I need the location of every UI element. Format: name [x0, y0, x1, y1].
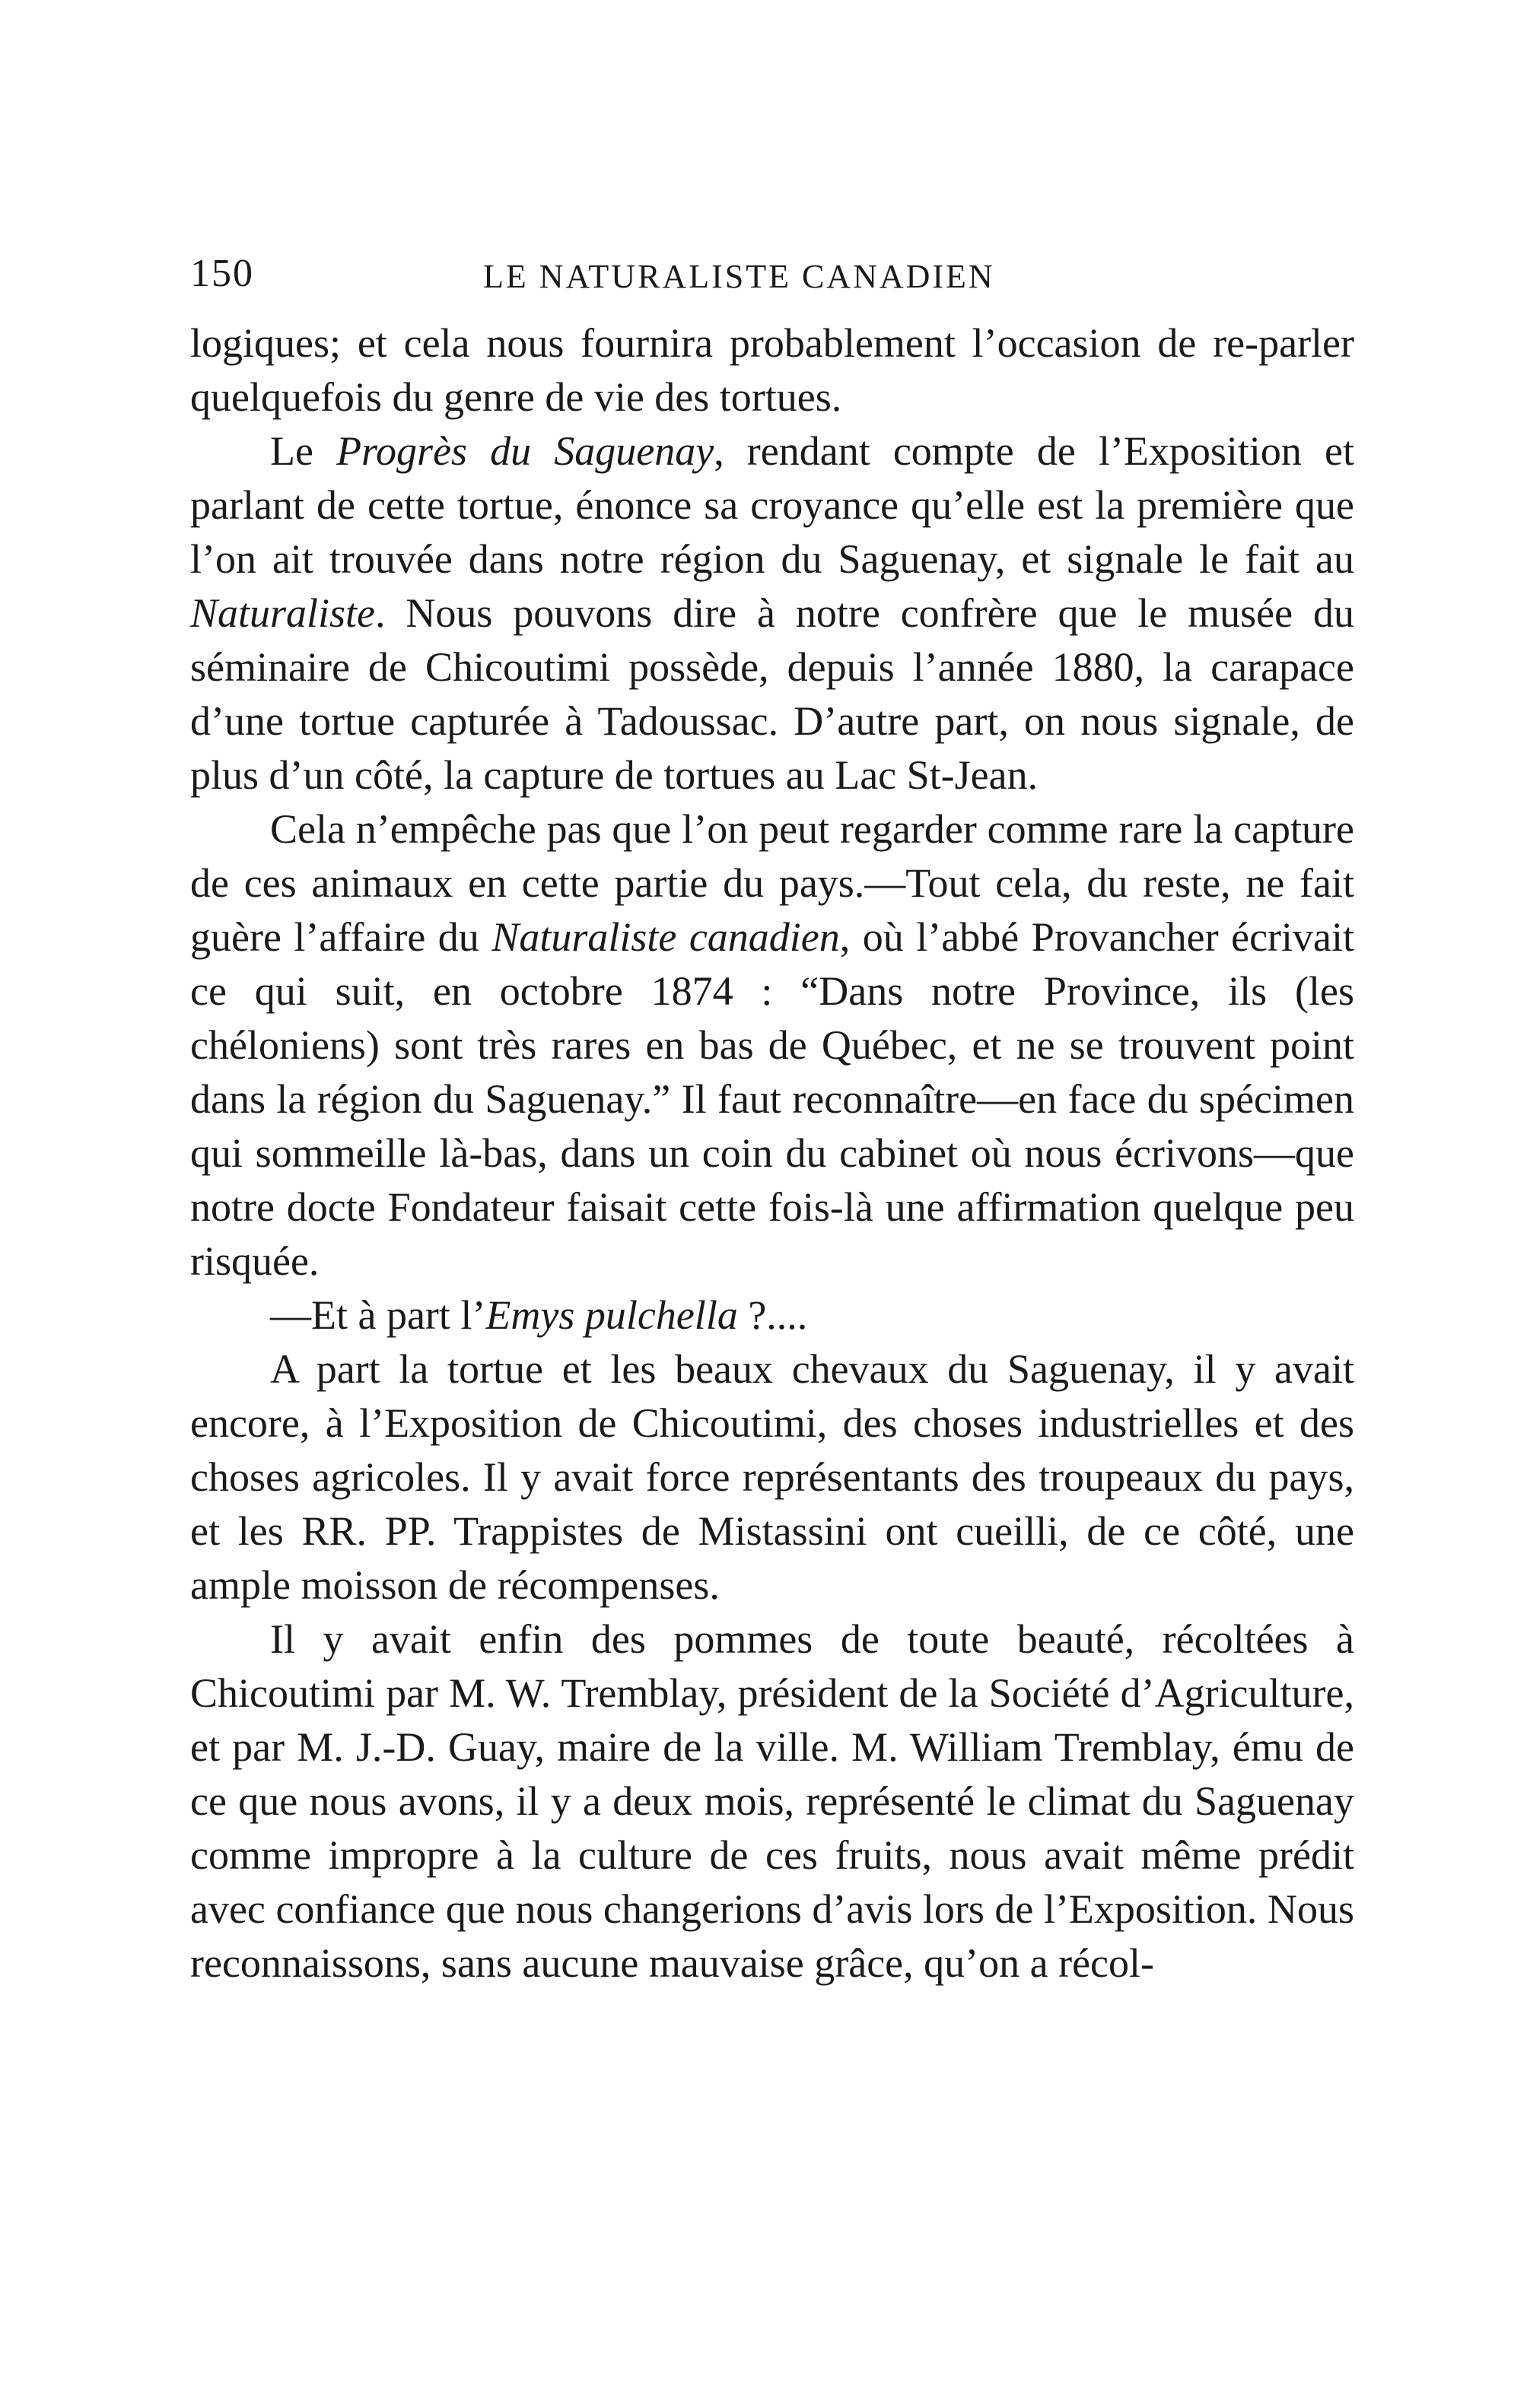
text-run: A part la tortue et les beaux chevaux du Saguenay, il y avait encore, à l’Exposition de Chicoutimi, des choses industrielles et des choses agricoles. Il y avait force représentants des troupeaux du pays, et les RR. PP. Trappistes de Mistassini ont cueilli, de ce côté, une ample moisson de récompenses.	[190, 1346, 1354, 1608]
text-run: Le	[270, 428, 337, 474]
book-page	[190, 251, 1354, 1990]
text-run: , où l’abbé Provancher écrivait ce qui suit, en octobre 1874 : “Dans notre Province, ils (les chéloniens) sont très rares en bas de Québec, et ne se trouvent point dans la région du Saguenay.” Il faut reconnaître—en face du spécimen qui sommeille là-bas, dans un coin du cabinet où nous écrivons—que notre docte Fondateur faisait cette fois-là une affirmation quelque peu risquée.	[190, 914, 1354, 1284]
text-run: —Et à part l’	[270, 1292, 486, 1338]
text-run: Il y avait enfin des pommes de toute beauté, récoltées à Chicoutimi par M. W. Tremblay, président de la Société d’Agriculture, et par M. J.-D. Guay, maire de la ville. M. William Tremblay, ému de ce que nous avons, il y a deux mois, représenté le climat du Saguenay comme impropre à la culture de ces fruits, nous avait même prédit avec confiance que nous changerions d’avis lors de l’Exposition. Nous reconnaissons, sans aucune mauvaise grâce, qu’on a récol-	[190, 1616, 1354, 1986]
page-number: 150	[190, 252, 254, 295]
italic-run: Naturaliste	[190, 590, 376, 636]
text-run: . Nous pouvons dire à notre confrère que le musée du séminaire de Chicoutimi possède, depuis l’année 1880, la carapace d’une tortue capturée à Tadoussac. D’autre part, on nous signale, de plus d’un côté, la capture de tortues au Lac St-Jean.	[190, 590, 1354, 798]
italic-run: Naturaliste canadien	[491, 914, 840, 960]
italic-run: Emys pulchella	[485, 1292, 738, 1338]
paragraph-6	[190, 1612, 1354, 1990]
text-run: ?....	[737, 1292, 808, 1338]
italic-run: Progrès du Saguenay	[336, 428, 714, 474]
running-title: LE NATURALISTE CANADIEN	[483, 258, 995, 295]
text-run: , rendant compte de l’Exposition et parlant de cette tortue, énonce sa croyance qu’elle est la première que l’on ait trouvée dans notre région du Saguenay, et signale le fait au	[190, 428, 1355, 582]
paragraph-5	[190, 1342, 1354, 1612]
paragraph-2	[190, 424, 1354, 802]
body-text	[190, 316, 1354, 1990]
text-run: Cela n’empêche pas que l’on peut regarder comme rare la capture de ces animaux en cette partie du pays.—Tout cela, du reste, ne fait guère l’affaire du	[190, 806, 1354, 960]
paragraph-4	[190, 1288, 1354, 1342]
paragraph-1	[190, 316, 1354, 424]
paragraph-3	[190, 802, 1354, 1288]
running-head	[190, 251, 1354, 300]
text-run: logiques; et cela nous fournira probablement l’occasion de re-parler quelquefois du genre de vie des tortues.	[190, 320, 1354, 420]
